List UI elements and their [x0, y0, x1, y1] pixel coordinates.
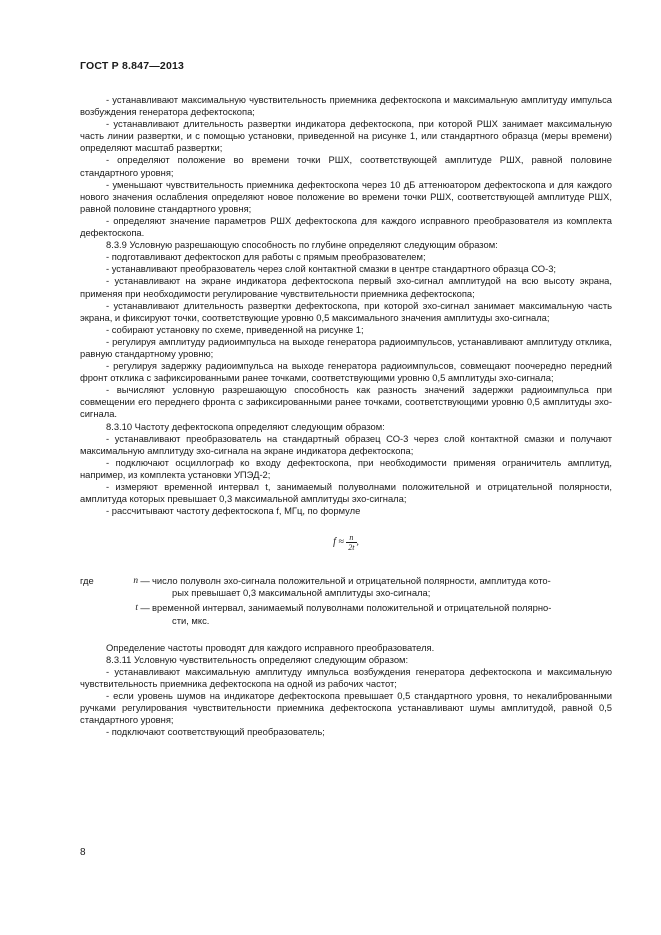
paragraph: - устанавливают максимальную амплитуду импульса возбуждения генератора дефектоскопа и максимальную чувствительность приемника дефектоскопа на одной из рабочих частот;: [80, 665, 612, 689]
frequency-formula: [80, 533, 612, 561]
formula-numerator: n: [349, 533, 354, 543]
paragraph: - измеряют временной интервал t, занимаемый полуволнами положительной и отрицательной полярности, амплитуда которых превышает 0,3 максимальной амплитуды эхо-сигнала;: [80, 481, 612, 505]
page-number: 8: [80, 847, 86, 858]
section-heading-8-3-9: 8.3.9 Условную разрешающую способность по глубине определяют следующим образом:: [106, 239, 498, 251]
paragraph: - устанавливают длительность развертки дефектоскопа, при которой эхо-сигнал занимает максимальную часть экрана, и фиксируют точки, соответствующие уровню 0,5 максимального значения амплитуды эхо-сигнала;: [80, 299, 612, 323]
legend-definition: [152, 575, 612, 599]
paragraph: - собирают установку по схеме, приведенной на рисунке 1;: [106, 323, 364, 335]
paragraph: - устанавливают максимальную чувствительность приемника дефектоскопа и максимальную амплитуду импульса возбуждения генератора дефектоскопа;: [80, 94, 612, 118]
paragraph: - устанавливают преобразователь на стандартный образец СО-3 через слой контактной смазки и получают максимальную амплитуду эхо-сигнала на экране индикатора дефектоскопа;: [80, 432, 612, 456]
legend-symbol: t: [135, 603, 138, 614]
formula-lhs: f ≈: [333, 536, 344, 548]
legend-definition-line: временной интервал, занимаемый полуволнами положительной и отрицательной полярно-: [152, 602, 552, 614]
legend-definition-line: рых превышает 0,3 максимальной амплитуды эхо-сигнала;: [172, 587, 431, 599]
paragraph: - рассчитывают частоту дефектоскопа f, МГц, по формуле: [106, 505, 361, 517]
paragraph: - регулируя амплитуду радиоимпульса на выходе генератора радиоимпульсов, устанавливают амплитуду отклика, равную стандартному уровню;: [80, 335, 612, 359]
paragraph: - подключают соответствующий преобразователь;: [106, 726, 325, 738]
legend-dash: —: [140, 575, 150, 587]
paragraph: Определение частоты проводят для каждого исправного преобразователя.: [106, 641, 435, 653]
paragraph: - определяют положение во времени точки РШХ, соответствующей амплитуде РШХ, равной половине стандартного уровня;: [80, 154, 612, 178]
legend-row: [80, 602, 612, 626]
section-heading-8-3-11: 8.3.11 Условную чувствительность определяют следующим образом:: [106, 653, 409, 665]
formula-fraction: [346, 533, 356, 552]
paragraph: - подключают осциллограф ко входу дефектоскопа, при необходимости применяя ограничитель амплитуд, например, из комплекта установки УПЭД-2;: [80, 456, 612, 480]
legend-label: где: [80, 575, 94, 587]
formula-denominator: 2t: [348, 543, 355, 553]
standard-title: ГОСТ Р 8.847—2013: [80, 60, 185, 72]
formula-legend: [80, 575, 612, 626]
paragraph: - если уровень шумов на индикаторе дефектоскопа превышает 0,5 стандартного уровня, то некалиброванными ручками регулирования чувствительности приемника дефектоскопа устанавливают шумы амплитудой, равной 0,5 стандартного уровня;: [80, 690, 612, 726]
legend-definition-line: сти, мкс.: [172, 614, 210, 626]
legend-dash: —: [140, 602, 150, 614]
legend-definition-line: число полуволн эхо-сигнала положительной и отрицательной полярности, амплитуда кото-: [152, 575, 551, 587]
formula-trailing: ,: [356, 537, 359, 548]
legend-symbol: n: [133, 576, 138, 587]
paragraph: - уменьшают чувствительность приемника дефектоскопа через 10 дБ аттенюатором дефектоскопа и для каждого нового значения ослабления определяют новое положение во времени точки РШХ, соответствующей амплитуде РШХ, равной половине стандартного уровня;: [80, 178, 612, 214]
paragraph: - определяют значение параметров РШХ дефектоскопа для каждого исправного преобразователя из комплекта дефектоскопа.: [80, 214, 612, 239]
legend-definition: [152, 602, 612, 626]
document-body: [80, 94, 612, 738]
paragraph: - устанавливают длительность развертки индикатора дефектоскопа, при которой РШХ занимает максимальную часть линии развертки, и с помощью установки, приведенной на рисунке 1, или стандартного образца (меры времени) определяют масштаб развертки;: [80, 118, 612, 154]
legend-row: [80, 575, 612, 599]
paragraph: - устанавливают преобразователь через слой контактной смазки в центре стандартного образца СО-3;: [106, 263, 557, 275]
paragraph: - подготавливают дефектоскоп для работы с прямым преобразователем;: [106, 251, 426, 263]
paragraph: - устанавливают на экране индикатора дефектоскопа первый эхо-сигнал амплитудой на всю высоту экрана, применяя при необходимости регулирование чувствительности приемника дефектоскопа;: [80, 275, 612, 299]
paragraph: - регулируя задержку радиоимпульса на выходе генератора радиоимпульсов, совмещают поочередно передний фронт отклика с зафиксированными ранее точками, соответствующими уровню 0,5 амплитуды эхо-сигнала;: [80, 360, 612, 384]
section-heading-8-3-10: 8.3.10 Частоту дефектоскопа определяют следующим образом:: [106, 420, 385, 432]
paragraph: - вычисляют условную разрешающую способность как разность значений задержки радиоимпульса при совмещении его переднего фронта с зафиксированными ранее точками, соответствующими уровню 0,5 амплитуды эхо-сигнала.: [80, 384, 612, 420]
